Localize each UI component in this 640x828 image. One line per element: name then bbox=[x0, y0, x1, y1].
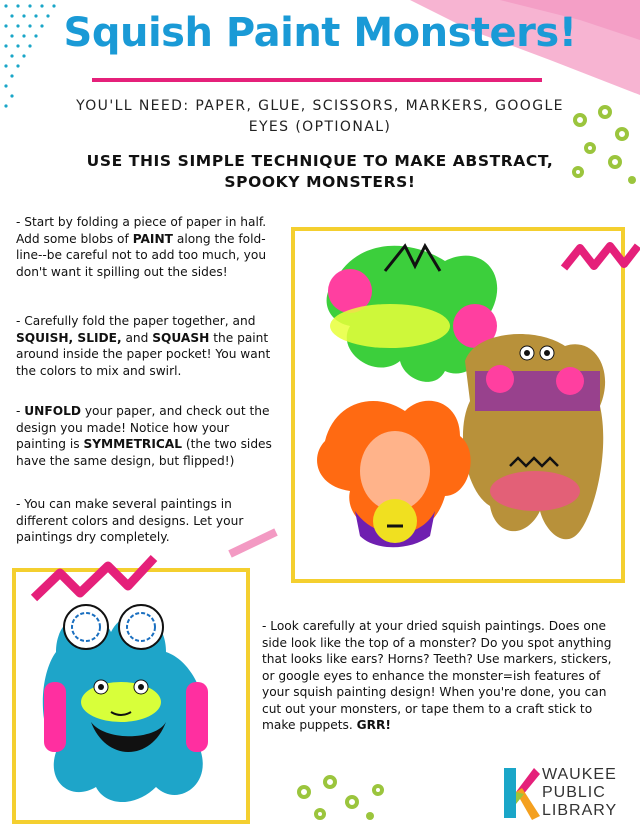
title-underline bbox=[92, 78, 542, 82]
step-5-text: - Look carefully at your dried squish paintings. Does one side look like the top of a monster? Do you spot anything that looks like ears? Horns? Teeth? Use markers, stickers, or google eyes to enhance the monster=ish features of your squish painting design! When you're done, you can cut out your monsters, or tape them to a craft stick to make puppets. GRR! bbox=[262, 619, 612, 732]
logo-line-1: WAUKEE bbox=[542, 766, 617, 783]
step-3-text: - UNFOLD your paper, and check out the design you made! Notice how your painting is SYMMETRICAL (the two sides have the same design, but flipped!) bbox=[16, 404, 272, 468]
pink-zigzag-bottom-decoration bbox=[30, 548, 170, 618]
library-logo bbox=[500, 764, 636, 824]
materials-text: YOU'LL NEED: PAPER, GLUE, SCISSORS, MARKERS, GOOGLE EYES (OPTIONAL) bbox=[76, 98, 564, 135]
gold-monster-image bbox=[463, 334, 605, 539]
orange-monster-image bbox=[317, 401, 471, 547]
library-logo-mark-icon bbox=[500, 764, 540, 822]
page-title: Squish Paint Monsters! bbox=[63, 10, 577, 56]
step-2-text: - Carefully fold the paper together, and SQUISH, SLIDE, and SQUASH the paint around inside the paper pocket! You want the colors to mix and swirl. bbox=[16, 314, 271, 378]
logo-line-3: LIBRARY bbox=[542, 802, 618, 819]
step-4-text: - You can make several paintings in different colors and designs. Let your paintings dry completely. bbox=[16, 497, 244, 544]
monster-photo-frame-top bbox=[291, 227, 625, 583]
logo-line-2: PUBLIC bbox=[542, 784, 606, 801]
subtitle: USE THIS SIMPLE TECHNIQUE TO MAKE ABSTRACT, SPOOKY MONSTERS! bbox=[86, 152, 554, 191]
step-1-text: - Start by folding a piece of paper in half. Add some blobs of PAINT along the fold-line--be careful not to add too much, you don't want it spilling out the sides! bbox=[16, 215, 267, 279]
three-monsters-image bbox=[295, 231, 621, 579]
pink-zigzag-top-decoration bbox=[560, 238, 640, 278]
green-dots-bottom-decoration bbox=[290, 772, 400, 828]
library-logo-text bbox=[542, 766, 617, 820]
pink-streak-decoration bbox=[228, 528, 278, 558]
